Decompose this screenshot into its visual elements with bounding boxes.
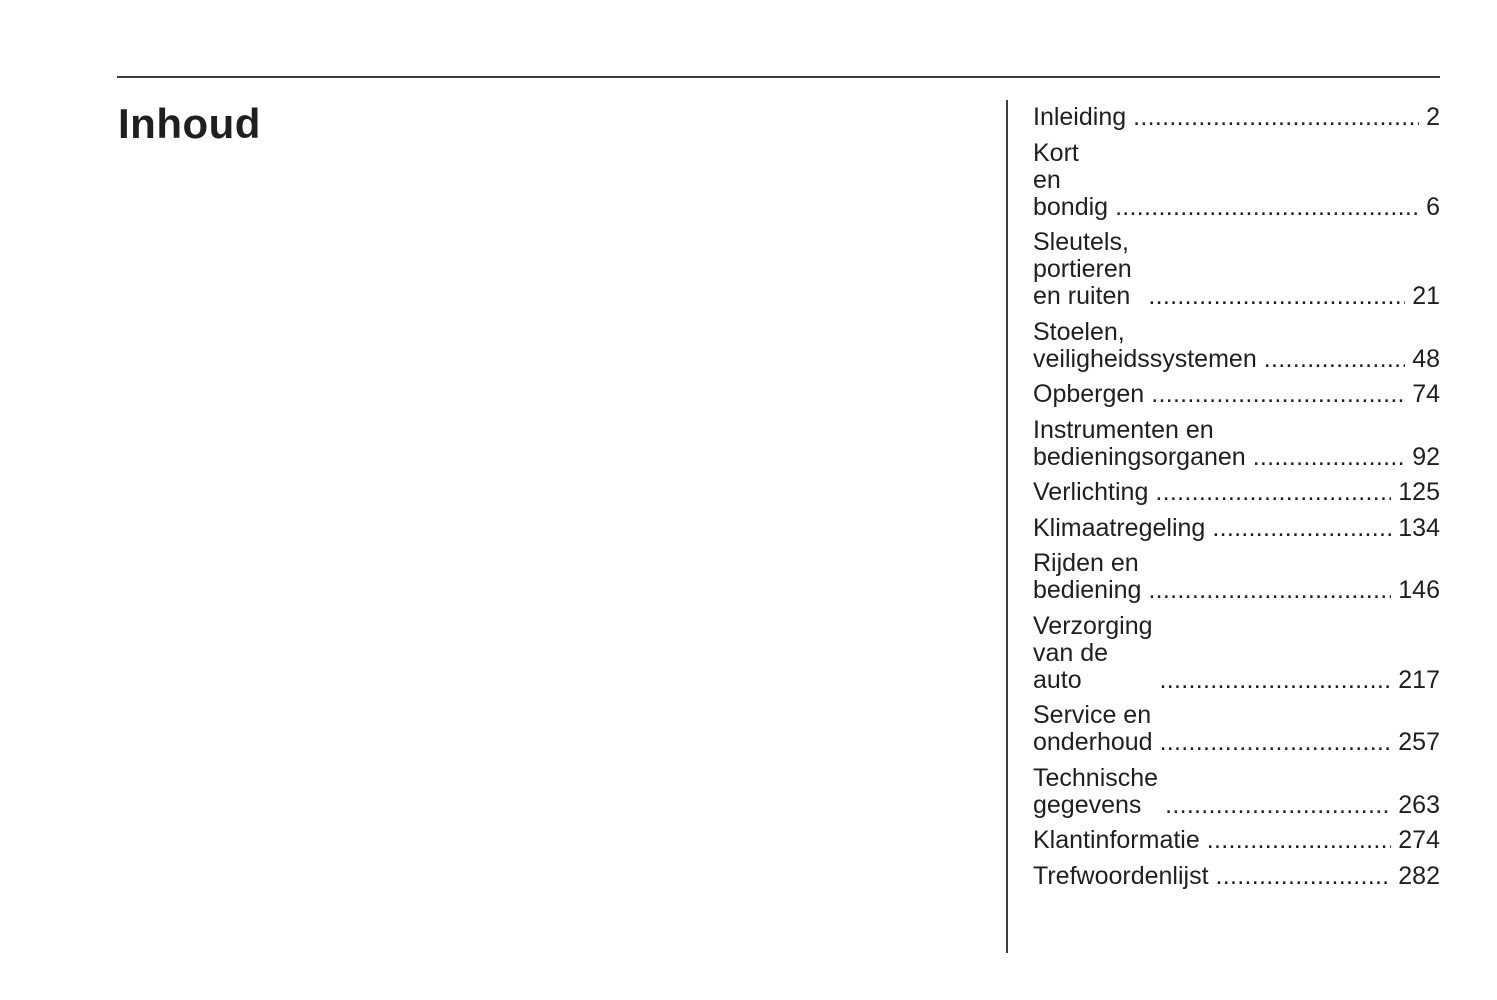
page-title: Inhoud [118, 100, 261, 147]
toc-entry [1033, 765, 1440, 819]
toc-entry-page: 92 [1412, 442, 1440, 471]
toc-entry-label: Klantinformatie [1033, 826, 1200, 854]
toc-entry-page: 134 [1398, 513, 1440, 542]
toc-leader-dots [1160, 667, 1392, 694]
toc-entry [1033, 613, 1440, 694]
table-of-contents [1033, 104, 1440, 898]
toc-entry [1033, 863, 1440, 890]
toc-leader-dots [1151, 381, 1405, 408]
toc-leader-dots [1148, 577, 1391, 604]
column-divider-rule [1006, 100, 1008, 953]
toc-entry-label: Klimaatregeling [1033, 513, 1206, 542]
toc-entry-label: Instrumenten en bedieningsorganen [1033, 415, 1246, 471]
toc-entry-page: 282 [1398, 861, 1440, 890]
toc-entry-page: 74 [1412, 380, 1440, 408]
toc-entry-label: Verzorging van de auto [1033, 611, 1153, 694]
toc-leader-dots [1207, 827, 1392, 854]
toc-entry [1033, 702, 1440, 756]
toc-leader-dots [1160, 729, 1392, 756]
toc-entry-page: 2 [1426, 103, 1440, 131]
toc-entry-page: 263 [1398, 790, 1440, 819]
toc-leader-dots [1115, 194, 1419, 221]
toc-entry [1033, 417, 1440, 471]
toc-entry [1033, 550, 1440, 604]
toc-entry-page: 48 [1412, 344, 1440, 373]
toc-entry [1033, 319, 1440, 373]
toc-leader-dots [1264, 346, 1405, 373]
toc-entry-label: Inleiding [1033, 103, 1127, 131]
toc-entry-page: 274 [1398, 826, 1440, 854]
toc-entry-label: Stoelen, veiligheidssystemen [1033, 317, 1257, 373]
toc-entry-label: Kort en bondig [1033, 138, 1109, 221]
toc-leader-dots [1165, 792, 1391, 819]
toc-entry-label: Service en onderhoud [1033, 701, 1153, 756]
toc-entry [1033, 827, 1440, 854]
toc-leader-dots [1148, 283, 1405, 310]
toc-entry-label: Verlichting [1033, 478, 1149, 506]
toc-leader-dots [1253, 444, 1406, 471]
toc-entry-page: 6 [1426, 192, 1440, 221]
toc-entry-label: Sleutels, portieren en ruiten [1033, 228, 1132, 310]
toc-entry [1033, 140, 1440, 221]
toc-leader-dots [1133, 104, 1419, 131]
toc-entry-page: 146 [1398, 576, 1440, 604]
toc-entry-label: Opbergen [1033, 380, 1145, 408]
toc-leader-dots [1212, 515, 1391, 542]
toc-entry [1033, 229, 1440, 310]
toc-entry-label: Technische gegevens [1033, 763, 1159, 819]
toc-entry-page: 257 [1398, 728, 1440, 756]
toc-entry [1033, 479, 1440, 506]
toc-entry [1033, 381, 1440, 408]
toc-entry [1033, 515, 1440, 542]
toc-entry-page: 217 [1398, 665, 1440, 694]
toc-entry-page: 21 [1412, 282, 1440, 310]
toc-entry-label: Trefwoordenlijst [1033, 861, 1209, 890]
toc-entry-label: Rijden en bediening [1033, 549, 1142, 604]
toc-leader-dots [1216, 863, 1392, 890]
toc-leader-dots [1155, 479, 1391, 506]
top-divider-rule [117, 76, 1440, 78]
toc-entry [1033, 104, 1440, 131]
toc-entry-page: 125 [1398, 478, 1440, 506]
